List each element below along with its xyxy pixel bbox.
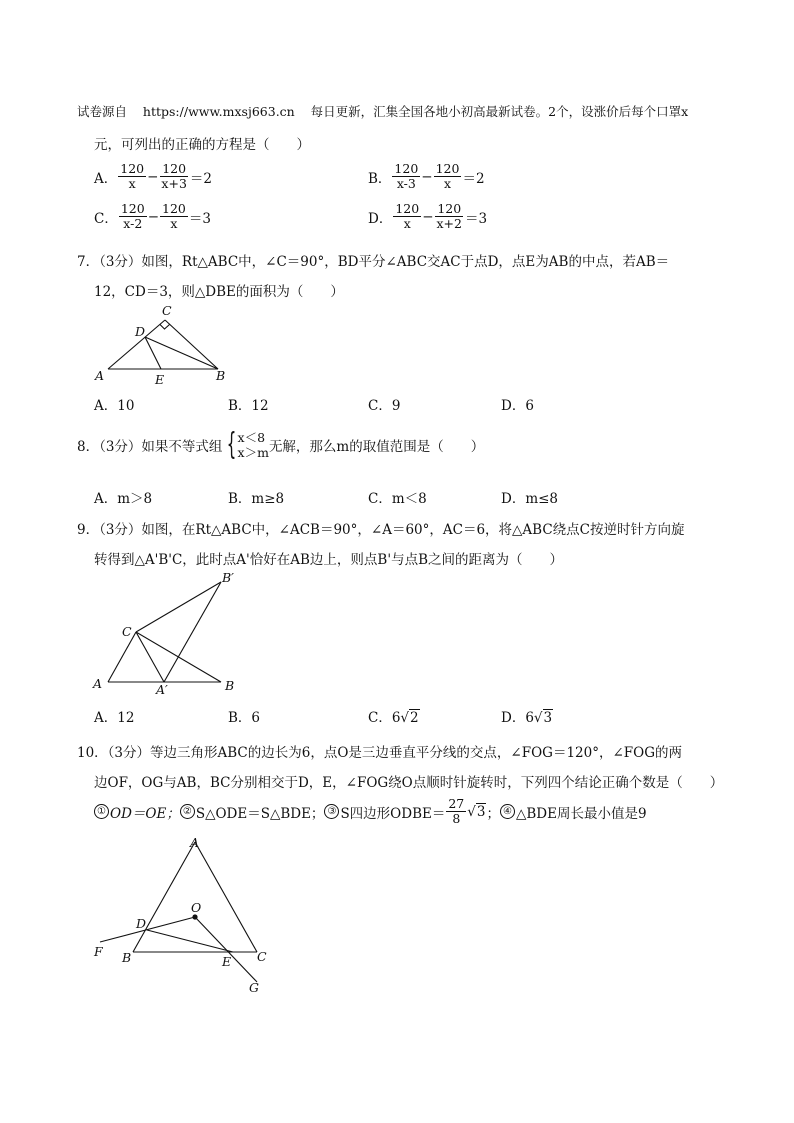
q9-label-b: B — [225, 678, 235, 693]
q10-line1: 10．（3分）等边三角形ABC的边长为6，点O是三边垂直平分线的交点，∠FOG＝120°，∠FOG的两 — [77, 745, 683, 761]
q9-option-d[interactable]: D．6√3 — [501, 710, 553, 726]
q6-option-b[interactable]: B． $\frac{120}{x-3}$ − $\frac{120}{x}$ ＝2 — [368, 161, 485, 191]
q7-option-c[interactable]: C．9 — [368, 398, 401, 414]
q7-option-b[interactable]: B．12 — [228, 398, 269, 414]
q8-option-a[interactable]: A．m＞8 — [94, 491, 153, 507]
q9-label-c: C — [122, 624, 132, 639]
conclusion-4-marker: ④ — [500, 804, 515, 819]
conclusion-3-marker: ③ — [324, 804, 339, 819]
q7-label-c: C — [162, 303, 172, 318]
q8-ineq-2: x＞m — [237, 445, 269, 460]
q10-figure — [85, 832, 285, 997]
conclusion-4: △BDE周长最小值是9 — [515, 805, 647, 822]
q9-option-b[interactable]: B．6 — [228, 710, 261, 726]
q9-option-a[interactable]: A．12 — [94, 710, 135, 726]
q9-figure — [88, 568, 248, 698]
conclusion-3-prefix: S四边形ODBE＝ — [340, 805, 446, 822]
q10-label-e: E — [222, 954, 232, 969]
q7-label-a: A — [95, 368, 105, 383]
q6-line2: 元，可列出的正确的方程是（ ） — [94, 137, 310, 153]
q10-label-c: C — [257, 949, 267, 964]
header-line — [77, 102, 688, 120]
tagline: 每日更新，汇集全国各地小初高最新试卷。 — [310, 104, 549, 119]
q10-label-d: D — [136, 916, 147, 931]
conclusion-2: S△ODE＝S△BDE； — [195, 805, 325, 822]
q9-line1: 9．（3分）如图，在Rt△ABC中，∠ACB＝90°，∠A＝60°，AC＝6，将△ABC绕点C按逆时针方向旋 — [77, 522, 685, 538]
q6-option-c[interactable]: C． $\frac{120}{x-2}$ − $\frac{120}{x}$ ＝3 — [94, 201, 211, 231]
q9-label-a1: A′ — [156, 682, 168, 697]
q7-option-d[interactable]: D．6 — [501, 398, 534, 414]
q7-figure — [90, 300, 240, 390]
q10-label-f: F — [94, 944, 103, 959]
q6-option-d[interactable]: D． $\frac{120}{x}$ − $\frac{120}{x+2}$ ＝3 — [368, 201, 488, 231]
q6-option-a[interactable]: A． $\frac{120}{x}$ − $\frac{120}{x+3}$ ＝2 — [94, 161, 212, 191]
q8-stem: 8．（3分）如果不等式组 { x＜8 x＞m 无解，那么m的取值范围是（ ） — [77, 427, 485, 462]
source-label: 试卷源自 — [77, 104, 128, 119]
q9-label-b1: B′ — [222, 570, 235, 585]
q8-option-d[interactable]: D．m≤8 — [501, 491, 559, 507]
q9-line2: 转得到△A'B'C，此时点A'恰好在AB边上，则点B'与点B之间的距离为（ ） — [94, 552, 563, 568]
q10-label-a: A — [190, 835, 200, 850]
conclusion-1: OD＝OE； — [110, 805, 180, 822]
source-url[interactable]: https://www.mxsj663.cn — [142, 104, 295, 119]
conclusion-1-marker: ① — [94, 804, 109, 819]
q7-line2: 12，CD＝3，则△DBE的面积为（ ） — [94, 284, 344, 300]
q10-label-g: G — [249, 980, 259, 995]
q10-label-b: B — [122, 950, 132, 965]
q8-ineq-1: x＜8 — [237, 430, 266, 445]
q8-option-b[interactable]: B．m≥8 — [228, 491, 285, 507]
q7-label-d: D — [135, 324, 146, 339]
q6-tail: 2个，设涨价后每个口罩x — [548, 104, 689, 119]
conclusion-2-marker: ② — [180, 804, 195, 819]
q9-label-a: A — [93, 676, 103, 691]
q7-line1: 7．（3分）如图，Rt△ABC中，∠C＝90°，BD平分∠ABC交AC于点D，点E为AB的中点，若AB＝ — [77, 254, 670, 270]
q8-option-c[interactable]: C．m＜8 — [368, 491, 427, 507]
q7-option-a[interactable]: A．10 — [94, 398, 135, 414]
q10-label-o: O — [191, 900, 202, 915]
q8-brace: { — [227, 427, 237, 462]
q9-option-c[interactable]: C．6√2 — [368, 710, 419, 726]
q7-label-e: E — [155, 372, 165, 387]
q10-conclusions: ① OD＝OE； ② S△ODE＝S△BDE； ③ S四边形ODBE＝ $\frac{27}{8}$ √ 3 ； ④ △BDE周长最小值是9 — [94, 797, 647, 826]
q10-line2: 边OF，OG与AB，BC分别相交于D，E，∠FOG绕O点顺时针旋转时，下列四个结论正确个数是（ ） — [94, 775, 724, 791]
q7-label-b: B — [216, 368, 226, 383]
